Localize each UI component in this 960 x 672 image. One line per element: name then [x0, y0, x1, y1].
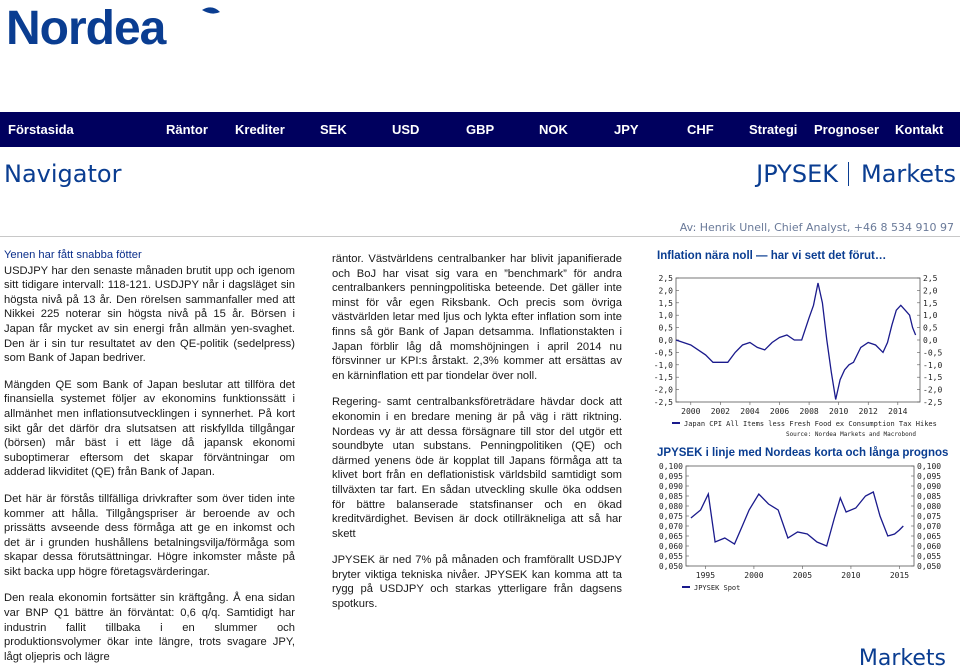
nav-item-chf[interactable]: CHF	[687, 122, 714, 137]
x-tick-label: 2015	[889, 571, 910, 580]
y-tick-label-right: 0,055	[917, 552, 942, 561]
x-tick-label: 2005	[792, 571, 813, 580]
y-tick-label-right: 2,0	[923, 286, 938, 296]
markets-title: Markets	[860, 160, 956, 188]
chart-1-title: Inflation nära noll — har vi sett det förut…	[657, 250, 887, 262]
article-column-2	[332, 252, 622, 624]
y-tick-label-left: 0,060	[658, 542, 683, 551]
y-tick-label-left: 2,0	[658, 286, 673, 296]
y-tick-label-right: 0,5	[923, 323, 938, 333]
y-tick-label-left: -2,5	[653, 398, 673, 407]
y-tick-label-left: 0,050	[658, 562, 683, 571]
x-tick-label: 2014	[888, 407, 908, 416]
y-tick-label-right: 0,100	[917, 462, 942, 471]
nav-item-prognoser[interactable]: Prognoser	[814, 122, 880, 137]
nav-item-jpy[interactable]: JPY	[614, 122, 639, 137]
y-tick-label-right: 0,095	[917, 472, 942, 481]
article-paragraph: Regering- samt centralbanksföreträdare hävdar dock att ekonomin i en bredare mening är på väg i rätt riktning. Nordeas vy är att dessa försägnare till stor del utgör ett soundbyte utan substans. Penningpolitiken (QE) och därmed yenens öde är kopplat till Japans förmåga att ta klivet bort från en deflationistisk världsbild samtidigt som tillväxten tar fart. En sådan utveckling skulle öka oddsen för bättre balanserade statsfinanser och en ökad kreditvärdighet. Bevisen är dock otillräkneliga att så har skett	[332, 396, 622, 540]
nav-item-kontakt[interactable]: Kontakt	[895, 122, 944, 137]
x-tick-label: 2004	[740, 407, 760, 416]
x-tick-label: 2000	[744, 571, 764, 580]
article-heading: Yenen har fått snabba fötter	[4, 249, 142, 261]
article-paragraph: Det här är förstås tillfälliga drivkrafter som över tiden inte kommer att hålla. Tillgångspriser är beroende av och prissätts avseende dess förmåga att ge en inkomst och det är i grunden hushållens betalningsvilja/förmåga som skapar dessa förutsättningar. Högre inkomster måste på sikt backa upp högre företagsvärderingar.	[4, 492, 295, 578]
x-tick-label: 2008	[799, 407, 819, 416]
y-tick-label-right: -2,5	[923, 398, 943, 407]
y-tick-label-left: 1,0	[658, 311, 673, 321]
x-tick-label: 2002	[710, 407, 730, 416]
y-tick-label-left: 0,0	[658, 336, 673, 345]
author-byline: Av: Henrik Unell, Chief Analyst, +46 8 534 910 97	[679, 221, 954, 234]
y-tick-label-left: -1,0	[653, 360, 673, 370]
y-tick-label-left: 0,090	[658, 482, 683, 491]
y-tick-label-left: 0,095	[658, 472, 683, 481]
currency-pair-title: JPYSEK	[756, 160, 838, 188]
y-tick-label-left: -1,5	[653, 373, 673, 383]
nav-item-strategi[interactable]: Strategi	[749, 122, 798, 137]
y-tick-label-left: 0,065	[658, 532, 683, 541]
article-paragraph: USDJPY har den senaste månaden brutit upp och igenom sitt tidigare intervall: 118-121. USDJPY når i dagsläget sin högsta nivå på 13 år. Den rörelsen sammanfaller med att Nikkei 225 noterar sin högsta nivå på 15 år. Börsen i Japan får mycket av sin energi från allmän yen-svaghet. Den är i sin tur resultatet av den QE-politik (sedelpress) som Bank of Japan bedriver.	[4, 264, 295, 365]
y-tick-label-right: -2,0	[923, 385, 943, 395]
y-tick-label-left: 0,070	[658, 522, 683, 531]
header-divider	[0, 236, 960, 237]
series-line	[691, 492, 903, 546]
y-tick-label-right: 0,050	[917, 562, 942, 571]
series-line	[676, 283, 916, 400]
chart-2-title: JPYSEK i linje med Nordeas korta och långa prognos	[657, 447, 949, 459]
title-divider	[848, 162, 849, 186]
inflation-chart	[652, 268, 958, 448]
y-tick-label-left: 1,5	[658, 298, 673, 308]
markets-footer-label: Markets	[858, 646, 946, 671]
y-tick-label-right: 0,085	[917, 492, 942, 501]
y-tick-label-left: -2,0	[653, 385, 673, 395]
nav-item-nok[interactable]: NOK	[539, 122, 568, 137]
svg-text:Nordea: Nordea	[6, 2, 166, 50]
x-tick-label: 2010	[841, 571, 861, 580]
nav-item-rantor[interactable]: Räntor	[166, 122, 208, 137]
x-tick-label: 1995	[695, 571, 716, 580]
y-tick-label-right: 2,5	[923, 274, 938, 283]
x-tick-label: 2006	[769, 407, 790, 416]
y-tick-label-left: 0,075	[658, 512, 683, 521]
y-tick-label-left: 2,5	[658, 274, 673, 283]
y-tick-label-right: 0,080	[917, 502, 942, 511]
article-paragraph: räntor. Västvärldens centralbanker har blivit japanifierade och BoJ har visat sig vara en ”benchmark” för andra centralbankers penningpolitiska beteende. Det gäller inte minst för vår egen Riksbank. Och precis som övriga västvärlden letar med ljus och lykta efter inflation som inte finns så gör Bank of Japan detsamma. Inflationstakten i Japan förblir låg då momshöjningen i april 2014 nu försvinner ur KPI:s årstakt. 2,3% kommer att ersättas av en kärninflation ett par tiondelar över noll.	[332, 253, 622, 382]
top-navbar	[0, 112, 960, 147]
y-tick-label-right: 0,0	[923, 336, 938, 345]
y-tick-label-right: 1,5	[923, 298, 938, 308]
y-tick-label-right: -1,0	[923, 360, 943, 370]
y-tick-label-right: -1,5	[923, 373, 943, 383]
nordea-logo	[6, 2, 246, 50]
y-tick-label-right: 1,0	[923, 311, 938, 321]
legend-label: JPYSEK Spot	[694, 584, 741, 592]
y-tick-label-left: -0,5	[653, 348, 673, 358]
y-tick-label-left: 0,5	[658, 323, 673, 333]
y-tick-label-left: 0,085	[658, 492, 683, 501]
nav-item-krediter[interactable]: Krediter	[235, 122, 285, 137]
page-title-navigator: Navigator	[4, 160, 122, 188]
y-tick-label-right: 0,060	[917, 542, 942, 551]
page-title-right	[756, 160, 956, 188]
article-column-1	[4, 248, 295, 672]
y-tick-label-right: -0,5	[923, 348, 943, 358]
y-tick-label-left: 0,100	[658, 462, 683, 471]
nav-item-sek[interactable]: SEK	[320, 122, 347, 137]
chart-source: Source: Nordea Markets and Macrobond	[785, 431, 916, 438]
nav-item-gbp[interactable]: GBP	[466, 122, 495, 137]
y-tick-label-right: 0,075	[917, 512, 942, 521]
article-paragraph: Den reala ekonomin fortsätter sin kräftgång. Å ena sidan var BNP Q1 bättre än förväntat: 0,6 q/q. Samtidigt har industrin fallit tillbaka i en slummer och produktionsvolymer ökar inte längre, trots svagare JPY, lågt oljepris och lägre	[4, 592, 295, 663]
y-tick-label-right: 0,070	[917, 522, 942, 531]
article-paragraph: JPYSEK är ned 7% på månaden och framförallt USDJPY bryter viktiga tekniska nivåer. JPYSEK kan komma att ta rygg på USDJPY och starkas ytterligare från dagsens spotkurs.	[332, 554, 622, 611]
x-tick-label: 2012	[858, 407, 878, 416]
y-tick-label-right: 0,065	[917, 532, 942, 541]
nav-item-forstasida[interactable]: Förstasida	[8, 122, 74, 137]
y-tick-label-left: 0,055	[658, 552, 683, 561]
jpysek-chart	[652, 462, 958, 602]
legend-label: Japan CPI All Items less Fresh Food ex Consumption Tax Hikes	[684, 420, 937, 428]
y-tick-label-right: 0,090	[917, 482, 942, 491]
x-tick-label: 2000	[681, 407, 701, 416]
nav-item-usd[interactable]: USD	[392, 122, 420, 137]
article-paragraph: Mängden QE som Bank of Japan beslutar att tillföra det finansiella systemet följer av ekonomins funktionssätt i allmänhet men inflationsutvecklingen i synnerhet. På kort sikt går det därför dra slutsatsen att riskfyllda tillgångar (börsen) mår bäst i ett läge då japansk ekonomi suboptimerar eftersom det skapar förväntningar om adderad likviditet (QE) från Bank of Japan.	[4, 378, 295, 479]
x-tick-label: 2010	[829, 407, 849, 416]
y-tick-label-left: 0,080	[658, 502, 683, 511]
